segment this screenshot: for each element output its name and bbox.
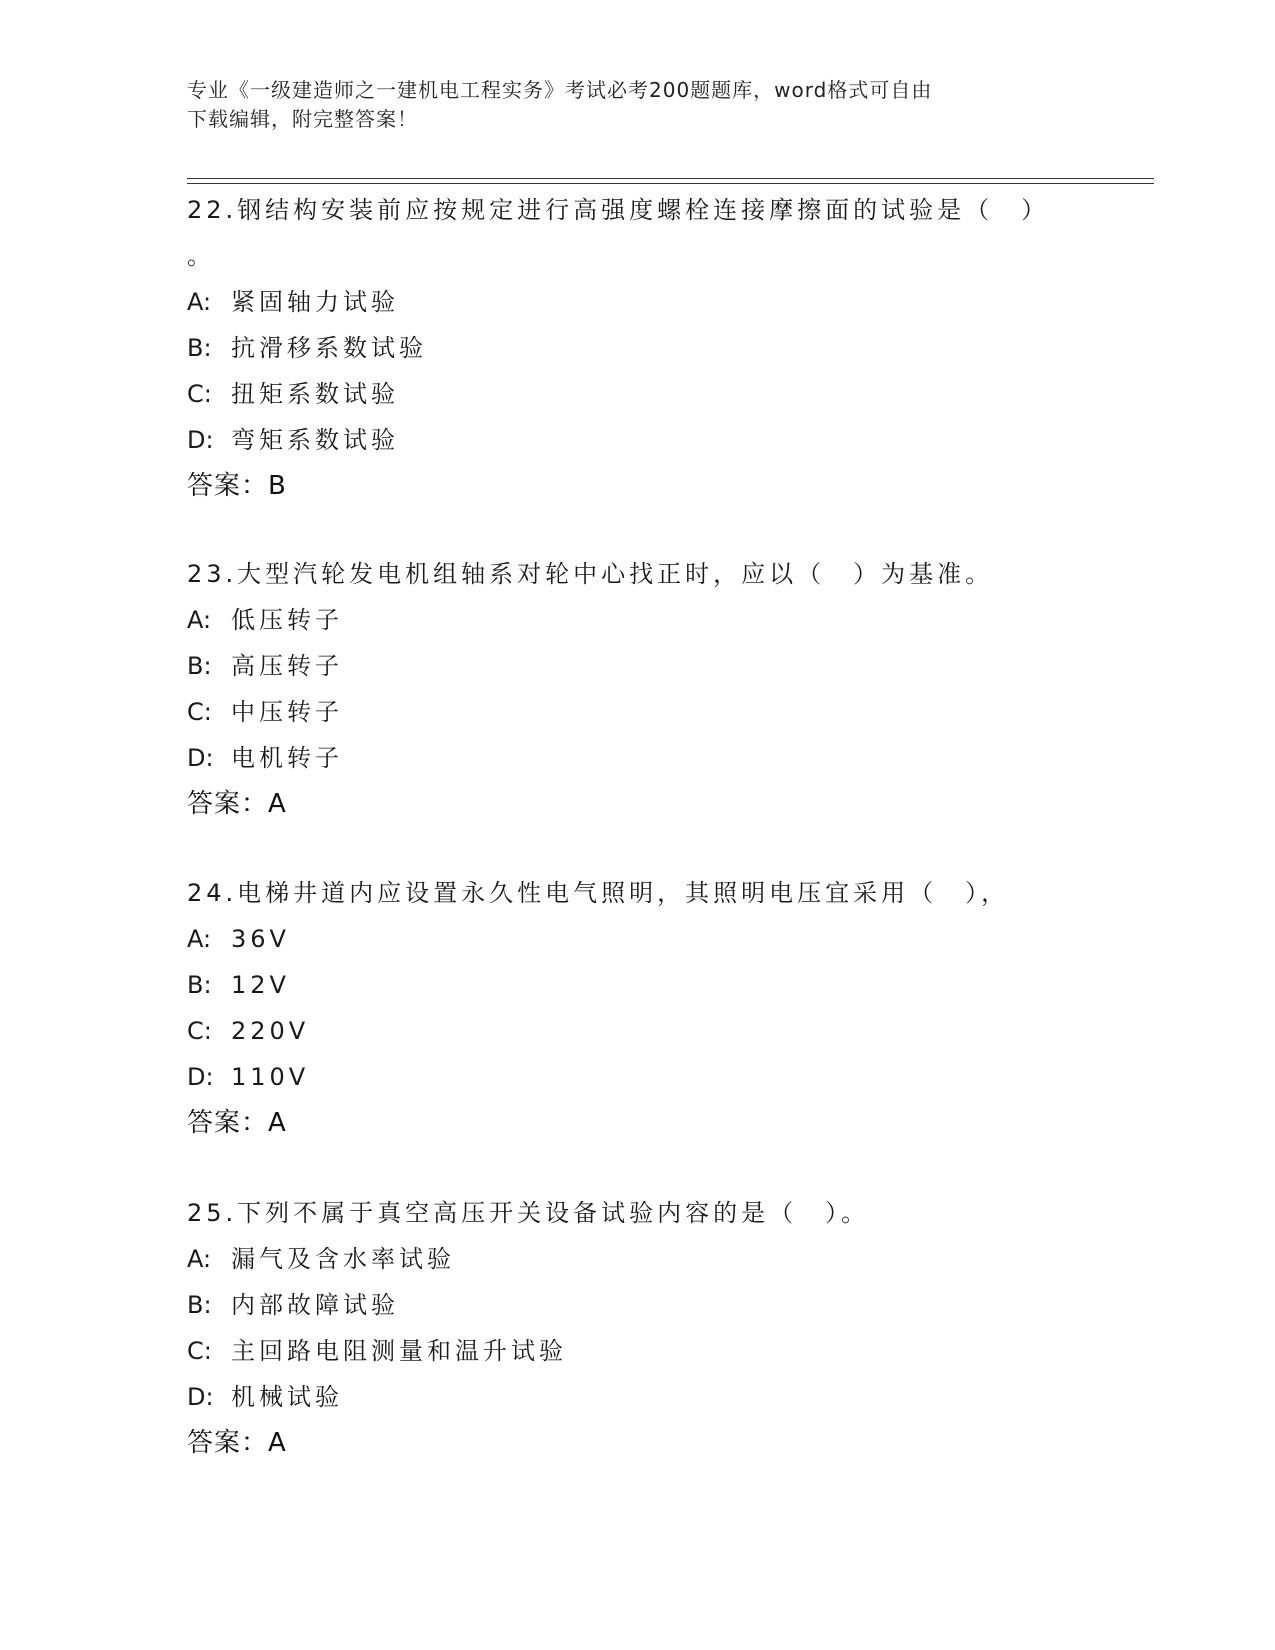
option-key: D: (187, 1063, 214, 1091)
question-23 (187, 551, 1087, 827)
question-24 (187, 870, 1087, 1146)
option-d (187, 1054, 1087, 1100)
option-key: D: (187, 426, 214, 454)
option-a (187, 916, 1087, 962)
option-b (187, 1282, 1087, 1328)
answer-line: 答案：A (187, 1428, 287, 1458)
option-text: 抗滑移系数试验 (231, 334, 427, 362)
answer-line: 答案：A (187, 1108, 287, 1138)
answer-line: 答案：A (187, 789, 287, 819)
answer-line: 答案：B (187, 471, 287, 501)
question-stem: 24.电梯井道内应设置永久性电气照明，其照明电压宜采用（ ）， (187, 879, 1010, 907)
option-d (187, 1374, 1087, 1420)
option-text: 12V (231, 971, 290, 999)
option-c (187, 371, 1087, 417)
header-line-2: 下载编辑，附完整答案！ (187, 107, 418, 131)
question-25 (187, 1190, 1087, 1466)
option-key: C: (187, 1337, 212, 1365)
option-a (187, 1236, 1087, 1282)
header-divider-top (187, 178, 1154, 179)
option-text: 内部故障试验 (231, 1291, 399, 1319)
option-text: 漏气及含水率试验 (231, 1245, 455, 1273)
option-key: C: (187, 380, 212, 408)
document-header (187, 76, 1067, 134)
option-key: B: (187, 1291, 212, 1319)
option-text: 主回路电阻测量和温升试验 (231, 1337, 567, 1365)
option-key: B: (187, 652, 212, 680)
header-divider-bottom (187, 183, 1154, 184)
option-text: 110V (231, 1063, 310, 1091)
option-text: 扭矩系数试验 (231, 380, 399, 408)
question-22 (187, 187, 1087, 509)
option-text: 高压转子 (231, 652, 343, 680)
option-text: 36V (231, 925, 290, 953)
option-d (187, 735, 1087, 781)
question-stem: 22.钢结构安装前应按规定进行高强度螺栓连接摩擦面的试验是（ ） (187, 196, 1050, 224)
option-b (187, 325, 1087, 371)
option-c (187, 1008, 1087, 1054)
question-stem-continuation: 。 (187, 242, 215, 270)
option-text: 220V (231, 1017, 310, 1045)
option-text: 中压转子 (231, 698, 343, 726)
option-text: 紧固轴力试验 (231, 288, 399, 316)
option-text: 机械试验 (231, 1383, 343, 1411)
option-key: D: (187, 744, 214, 772)
option-key: A: (187, 606, 212, 634)
option-a (187, 597, 1087, 643)
option-d (187, 417, 1087, 463)
option-b (187, 643, 1087, 689)
option-text: 低压转子 (231, 606, 343, 634)
question-stem: 23.大型汽轮发电机组轴系对轮中心找正时，应以（ ）为基准。 (187, 560, 994, 588)
option-key: C: (187, 1017, 212, 1045)
option-key: A: (187, 288, 212, 316)
option-key: A: (187, 1245, 212, 1273)
option-key: B: (187, 971, 212, 999)
option-key: B: (187, 334, 212, 362)
option-key: C: (187, 698, 212, 726)
option-key: D: (187, 1383, 214, 1411)
option-text: 电机转子 (231, 744, 343, 772)
question-stem: 25.下列不属于真空高压开关设备试验内容的是（ ）。 (187, 1199, 870, 1227)
option-a (187, 279, 1087, 325)
option-c (187, 1328, 1087, 1374)
option-b (187, 962, 1087, 1008)
option-text: 弯矩系数试验 (231, 426, 399, 454)
option-key: A: (187, 925, 212, 953)
header-line-1: 专业《一级建造师之一建机电工程实务》考试必考200题题库，word格式可自由 (187, 78, 933, 102)
option-c (187, 689, 1087, 735)
